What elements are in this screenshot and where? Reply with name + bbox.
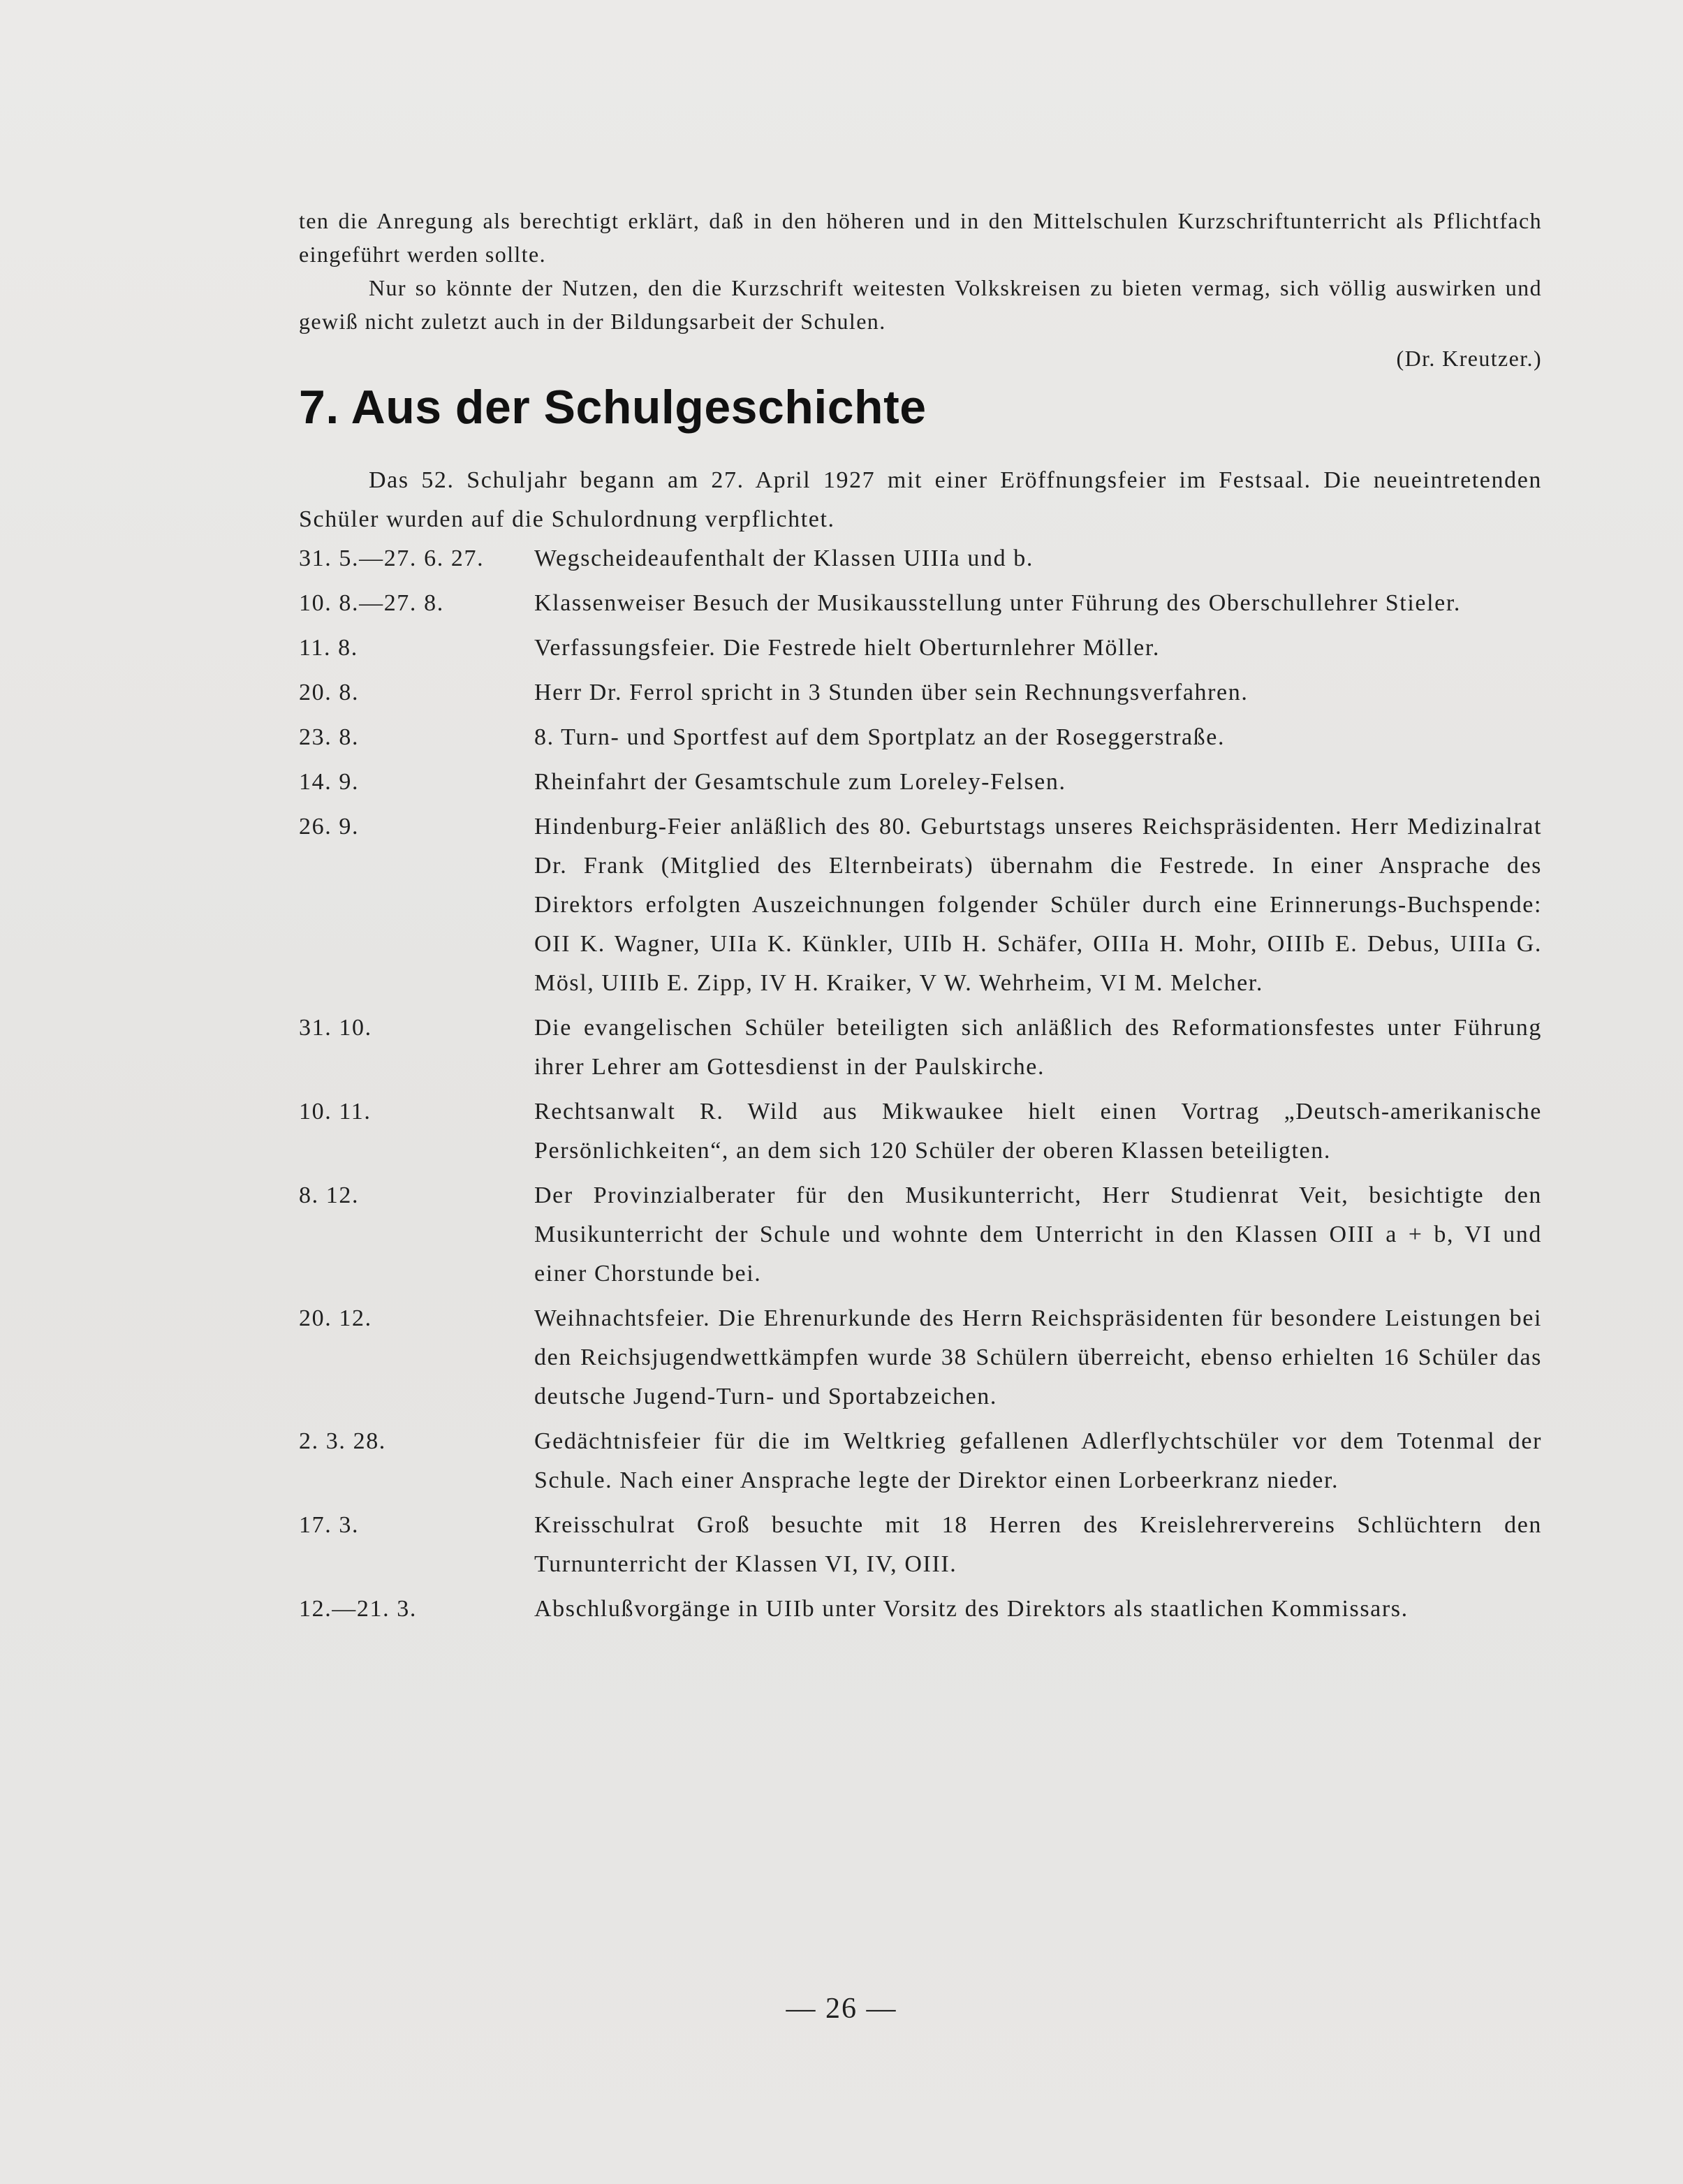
entry-text: Klassenweiser Besuch der Musikausstellung unter Führung des Oberschullehrer Stieler.: [534, 590, 1461, 616]
chronicle-list: [299, 539, 1542, 1629]
entry-text: Verfassungsfeier. Die Festrede hielt Oberturnlehrer Möller.: [534, 635, 1160, 661]
chronicle-entry: [299, 1506, 1542, 1584]
entry-date: 31. 5.—27. 6. 27.: [299, 545, 485, 571]
section-opening-paragraph: Das 52. Schuljahr begann am 27. April 1927 mit einer Eröffnungsfeier im Festsaal. Die neueintretenden Schüler wurden auf die Schulordnung verpflichtet.: [299, 467, 1542, 532]
entry-date: 8. 12.: [299, 1182, 360, 1208]
chronicle-entry: [299, 1092, 1542, 1171]
entry-text: Kreisschulrat Groß besuchte mit 18 Herren des Kreislehrervereins Schlüchtern den Turnunterricht der Klassen VI, IV, OIII.: [534, 1512, 1542, 1577]
entry-text: Herr Dr. Ferrol spricht in 3 Stunden über sein Rechnungsverfahren.: [534, 680, 1249, 705]
intro-paragraph: ten die Anregung als berechtigt erklärt, daß in den höheren und in den Mittelschulen Kurzschriftunterricht als Pflichtfach eingeführt werden sollte.: [299, 208, 1542, 267]
entry-date: 23. 8.: [299, 724, 360, 750]
entry-date: 2. 3. 28.: [299, 1428, 386, 1454]
intro-paragraph: Nur so könnte der Nutzen, den die Kurzschrift weitesten Volkskreisen zu bieten vermag, sich völlig auswirken und gewiß nicht zuletzt auch in der Bildungsarbeit der Schulen.: [299, 275, 1542, 334]
entry-text: Rechtsanwalt R. Wild aus Mikwaukee hielt einen Vortrag „Deutsch-amerikanische Persönlichkeiten“, an dem sich 120 Schüler der oberen Klassen beteiligten.: [534, 1099, 1542, 1164]
entry-date: 10. 11.: [299, 1099, 372, 1124]
entry-date: 11. 8.: [299, 635, 358, 661]
entry-date: 20. 12.: [299, 1305, 372, 1331]
entry-text: Der Provinzialberater für den Musikunterricht, Herr Studienrat Veit, besichtigte den Musikunterricht der Schule und wohnte dem Unterricht in den Klassen OIII a + b, VI und einer Chorstunde bei.: [534, 1182, 1542, 1287]
chronicle-entry: [299, 1009, 1542, 1087]
entry-text: Abschlußvorgänge in UIIb unter Vorsitz des Direktors als staatlichen Kommissars.: [534, 1596, 1409, 1622]
chronicle-entry: [299, 539, 1542, 578]
chronicle-entry: [299, 584, 1542, 623]
entry-text: Wegscheideaufenthalt der Klassen UIIIa und b.: [534, 545, 1034, 571]
chronicle-entry: [299, 718, 1542, 757]
entry-date: 14. 9.: [299, 769, 360, 795]
chronicle-entry: [299, 763, 1542, 802]
chronicle-entry: [299, 807, 1542, 1003]
chronicle-entry: [299, 629, 1542, 668]
entry-date: 26. 9.: [299, 814, 360, 840]
entry-date: 20. 8.: [299, 680, 360, 705]
entry-text: 8. Turn- und Sportfest auf dem Sportplatz an der Roseggerstraße.: [534, 724, 1226, 750]
section-heading: 7. Aus der Schulgeschichte: [299, 381, 927, 434]
author-attribution: (Dr. Kreutzer.): [1396, 346, 1542, 371]
entry-date: 17. 3.: [299, 1512, 360, 1538]
page-content: [299, 204, 1542, 1629]
chronicle-entry: [299, 1299, 1542, 1416]
chronicle-entry: [299, 1422, 1542, 1500]
page-number: — 26 —: [786, 1993, 897, 2025]
chronicle-entry: [299, 673, 1542, 712]
entry-date: 12.—21. 3.: [299, 1596, 417, 1622]
chronicle-entry: [299, 1176, 1542, 1293]
chronicle-entry: [299, 1590, 1542, 1629]
entry-text: Hindenburg-Feier anläßlich des 80. Geburtstags unseres Reichspräsidenten. Herr Medizinalrat Dr. Frank (Mitglied des Elternbeirats) übernahm die Festrede. In einer Ansprache des Direktors erfolgten Auszeichnungen folgender Schüler durch eine Erinnerungs-Buchspende: OII K. Wagner, UIIa K. Künkler, UIIb H. Schäfer, OIIIa H. Mohr, OIIIb E. Debus, UIIIa G. Mösl, UIIIb E. Zipp, IV H. Kraiker, V W. Wehrheim, VI M. Melcher.: [534, 814, 1542, 996]
entry-text: Rheinfahrt der Gesamtschule zum Loreley-Felsen.: [534, 769, 1066, 795]
entry-text: Die evangelischen Schüler beteiligten sich anläßlich des Reformationsfestes unter Führung ihrer Lehrer am Gottesdienst in der Paulskirche.: [534, 1015, 1542, 1080]
entry-date: 31. 10.: [299, 1015, 372, 1041]
entry-date: 10. 8.—27. 8.: [299, 590, 444, 616]
entry-text: Gedächtnisfeier für die im Weltkrieg gefallenen Adlerflychtschüler vor dem Totenmal der Schule. Nach einer Ansprache legte der Direktor einen Lorbeerkranz nieder.: [534, 1428, 1542, 1493]
entry-text: Weihnachtsfeier. Die Ehrenurkunde des Herrn Reichspräsidenten für besondere Leistungen bei den Reichsjugendwettkämpfen wurde 38 Schülern überreicht, ebenso erhielten 16 Schüler das deutsche Jugend-Turn- und Sportabzeichen.: [534, 1305, 1542, 1409]
